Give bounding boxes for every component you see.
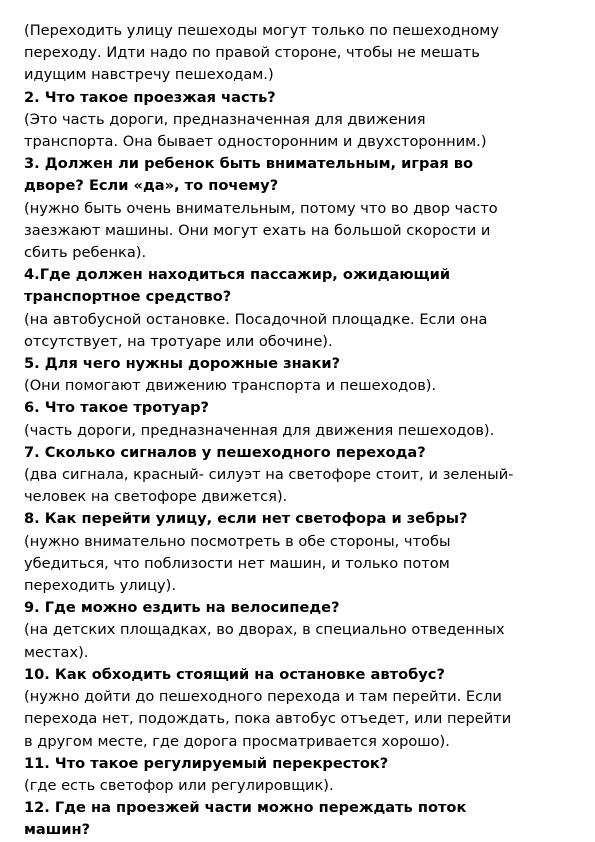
question-12: 12. Где на проезжей части можно переждать поток машин? [24, 799, 467, 839]
question-4: 4.Где должен находиться пассажир, ожидающий транспортное средство? [24, 266, 451, 306]
answer-9: (на детских площадках, во дворах, в специально отведенных местах). [24, 621, 505, 661]
answer-5: (Они помогают движению транспорта и пешеходов). [24, 377, 437, 395]
question-10: 10. Как обходить стоящий на остановке автобус? [24, 665, 445, 683]
question-9: 9. Где можно ездить на велосипеде? [24, 599, 340, 617]
document-content [24, 20, 572, 842]
question-8: 8. Как перейти улицу, если нет светофора и зебры? [24, 510, 468, 528]
question-7: 7. Сколько сигналов у пешеходного перехода? [24, 443, 426, 461]
question-5: 5. Для чего нужны дорожные знаки? [24, 355, 341, 373]
answer-7: (два сигнала, красный- силуэт на светофоре стоит, и зеленый- человек на светофоре движется). [24, 466, 514, 506]
question-3: 3. Должен ли ребенок быть внимательным, играя во дворе? Если «да», то почему? [24, 155, 474, 195]
answer-6: (часть дороги, предназначенная для движения пешеходов). [24, 421, 495, 439]
answer-2: (Это часть дороги, предназначенная для движения транспорта. Она бывает односторонним и двухсторонним.) [24, 110, 487, 151]
answer-3: (нужно быть очень внимательным, потому что во двор часто заезжают машины. Они могут ехать на большой скорости и сбить ребенка). [24, 199, 498, 262]
answer-10: (нужно дойти до пешеходного перехода и там перейти. Если перехода нет, подождать, пока автобус отъедет, или перейти в другом месте, где дорога просматривается хорошо). [24, 688, 512, 750]
question-6: 6. Что такое тротуар? [24, 399, 210, 417]
answer-8: (нужно внимательно посмотреть в обе стороны, чтобы убедиться, что поблизости нет машин, и только потом переходить улицу). [24, 532, 451, 595]
question-11: 11. Что такое регулируемый перекресток? [24, 754, 389, 772]
answer-11: (где есть светофор или регулировщик). [24, 776, 334, 794]
question-2: 2. Что такое проезжая часть? [24, 88, 276, 106]
intro-answer-text: (Переходить улицу пешеходы могут только по пешеходному переходу. Идти надо по правой стороне, чтобы не мешать идущим навстречу пешеходам.) [24, 22, 499, 84]
answer-4: (на автобусной остановке. Посадочной площадке. Если она отсутствует, на тротуаре или обочине). [24, 310, 488, 350]
